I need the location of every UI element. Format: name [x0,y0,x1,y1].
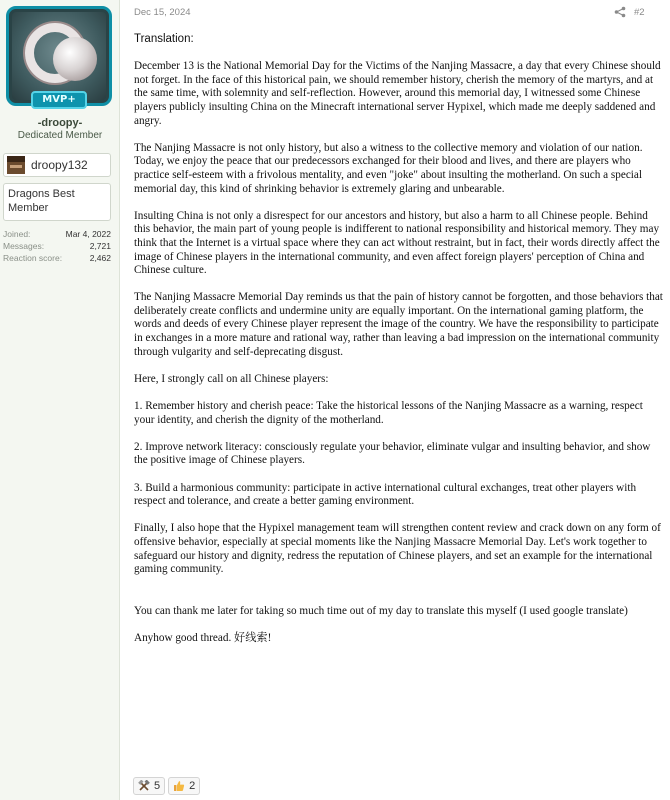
user-stats [3,228,111,264]
reaction-count: 5 [154,780,161,792]
thumbs-up-icon [173,780,185,792]
user-title: Dedicated Member [17,130,103,141]
stat-messages: Messages: 2,721 [3,241,111,251]
paragraph: Finally, I also hope that the Hypixel management team will strengthen content review and crack down on any form of offensive behavior, especially at special moments like the Nanjing Massacre Memorial Day. Let's work together to safeguard our history and dignity, redress the reputation of Chinese players, and set an example for the international gaming community. [134,522,661,576]
hammer-pick-icon [138,780,150,792]
translation-label: Translation: [134,33,194,45]
stat-joined: Joined: Mar 4, 2022 [3,229,111,239]
username-link[interactable]: -droopy- [37,117,83,129]
share-icon[interactable] [614,6,626,18]
minecraft-name: droopy132 [31,158,88,172]
reactions-bar [133,777,200,795]
guild-rank: Member [8,202,49,214]
stat-reaction-score: Reaction score: 2,462 [3,253,111,263]
list-item: 2. Improve network literacy: consciously regulate your behavior, eliminate vulgar and insulting behavior, and show the positive image of Chinese players. [134,440,651,467]
list-item: 1. Remember history and cherish peace: Take the historical lessons of the Nanjing Massacre as a warning, respect your identity, and cherish the dignity of the motherland. [134,400,643,426]
closing-line: Anyhow good thread. 好线索! [134,631,272,644]
post-number-link[interactable]: #2 [634,7,645,18]
rank-badge: MVP+ [31,91,87,109]
minecraft-profile[interactable] [3,153,111,177]
footnote: You can thank me later for taking so much time out of my day to translate this myself (I used google translate) [134,604,628,617]
minecraft-head-icon [7,156,25,174]
reaction-hammer[interactable] [133,777,165,795]
paragraph: Here, I strongly call on all Chinese players: [134,372,329,385]
paragraph: Insulting China is not only a disrespect for our ancestors and history, but also a harm to all Chinese people. Behind this behavior, the main part of young people is indifferent to national responsibility and historical memory. They may think that the Internet is a virtual space where they can act without restraint, but in fact, their words directly affect the image of Chinese players in the international community, and even affect foreign players' perception of China and Chinese culture. [134,209,660,277]
paragraph: December 13 is the National Memorial Day for the Victims of the Nanjing Massacre, a day that every Chinese should not forget. In the face of this historical pain, we should remember history, cherish the memory of the martyrs, and at the same time, with solemnity and self-reflection. However, around this memorial day, I witnessed some Chinese players publicly insulting China on the Minecraft international server Hypixel, which made me deeply saddened and angry. [134,60,661,127]
reaction-count: 2 [189,780,196,792]
post-body [134,33,664,659]
list-item: 3. Build a harmonious community: participate in active international cultural exchanges, treat other players with respect and tolerance, and create a better gaming environment. [134,481,637,508]
post-date[interactable]: Dec 15, 2024 [134,7,191,18]
guild-info [3,183,111,221]
paragraph: The Nanjing Massacre Memorial Day reminds us that the pain of history cannot be forgotten, and those behaviors that deliberately create conflicts and undermine unity are equally important. On the international gaming platform, the words and deeds of every Chinese player represent the image of the country. We have the responsibility to participate in exchanges in a more mature and rational way, rather than leaving a bad impression on the international community through vulgarity and self-deprecating disgust. [134,291,663,358]
paragraph: The Nanjing Massacre is not only history, but also a witness to the collective memory and violation of our nation. Today, we enjoy the peace that our predecessors exchanged for their blood and lives, and there are players who practice self-esteem with a frivolous mentality, and even "joke" about insulting the motherland. On such a special memorial day, this kind of shrinking behavior is extremely glaring and unbearable. [134,141,643,195]
avatar[interactable] [6,6,112,112]
reaction-like[interactable] [168,777,200,795]
author-sidebar [0,0,120,800]
guild-name: Dragons Best [8,188,75,200]
